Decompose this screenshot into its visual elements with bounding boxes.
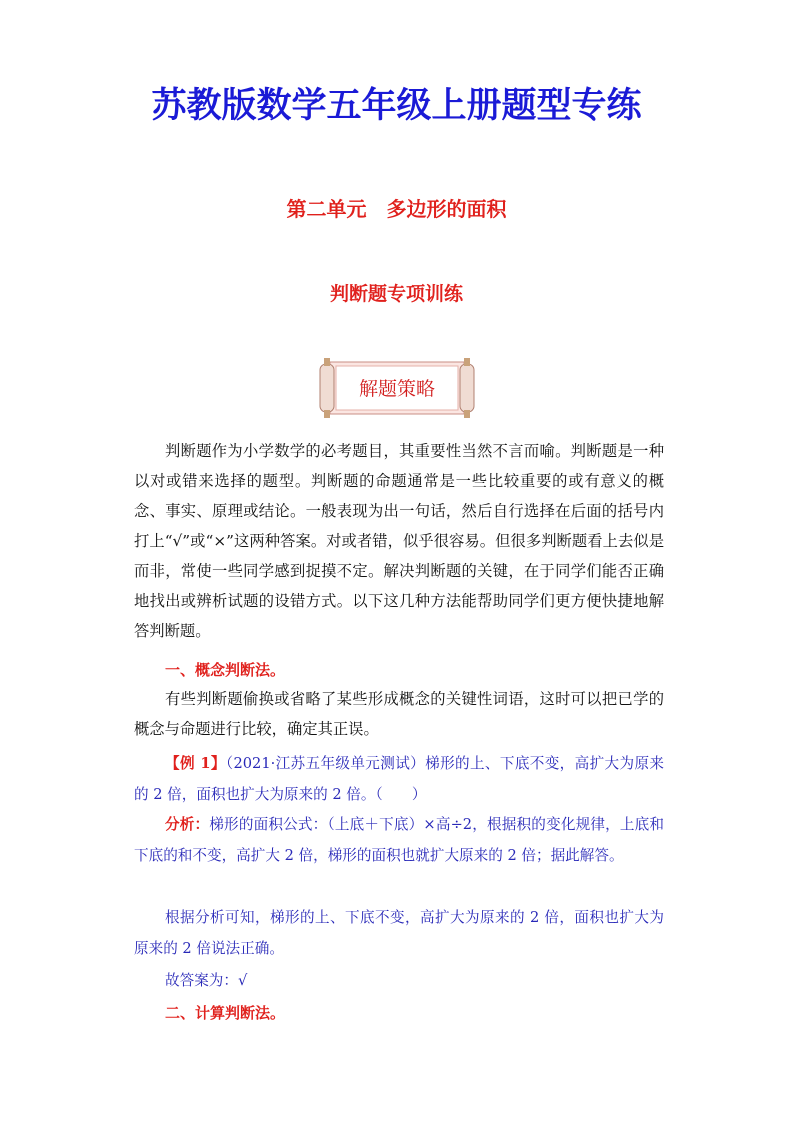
unit-heading: 第二单元 多边形的面积	[286, 197, 507, 221]
example1-label: 【例 1】	[165, 755, 226, 772]
example1-question-text: （2021·江苏五年级单元测试）梯形的上、下底不变，高扩大为原来的 2 倍，面积也扩大为原来的 2 倍。（ ）	[134, 755, 664, 803]
example1-question	[134, 749, 664, 810]
section1-text: 有些判断题偷换或省略了某些形成概念的关键性词语，这时可以把已学的概念与命题进行比较，确定其正误。	[134, 690, 664, 738]
section1-heading: 一、概念判断法。	[165, 661, 286, 679]
analysis-text: 梯形的面积公式：（上底＋下底）×高÷2，根据积的变化规律，上底和下底的和不变，高扩大 2 倍，梯形的面积也就扩大原来的 2 倍；据此解答。	[134, 816, 664, 864]
intro-paragraph: 判断题作为小学数学的必考题目，其重要性当然不言而喻。判断题是一种以对或错来选择的题型。判断题的命题通常是一些比较重要的或有意义的概念、事实、原理或结论。一般表现为出一句话，然后自行选择在后面的括号内打上“√”或“×”这两种答案。对或者错，似乎很容易。但很多判断题看上去似是而非，常使一些同学感到捉摸不定。解决判断题的关键，在于同学们能否正确地找出或辨析试题的设错方式。以下这几种方法能帮助同学们更方便快捷地解答判断题。	[134, 442, 664, 640]
section-subtitle: 判断题专项训练	[329, 283, 463, 305]
document-title: 苏教版数学五年级上册题型专练	[151, 86, 642, 126]
example1-answer: 故答案为：√	[165, 972, 248, 989]
example1-analysis	[134, 810, 664, 871]
example1-conclusion: 根据分析可知，梯形的上、下底不变，高扩大为原来的 2 倍，面积也扩大为原来的 2 倍说法正确。	[134, 909, 664, 957]
strategy-banner	[316, 356, 478, 420]
banner-label: 解题策略	[358, 378, 435, 400]
section2-heading: 二、计算判断法。	[165, 1004, 286, 1022]
analysis-label: 分析：	[165, 816, 210, 833]
